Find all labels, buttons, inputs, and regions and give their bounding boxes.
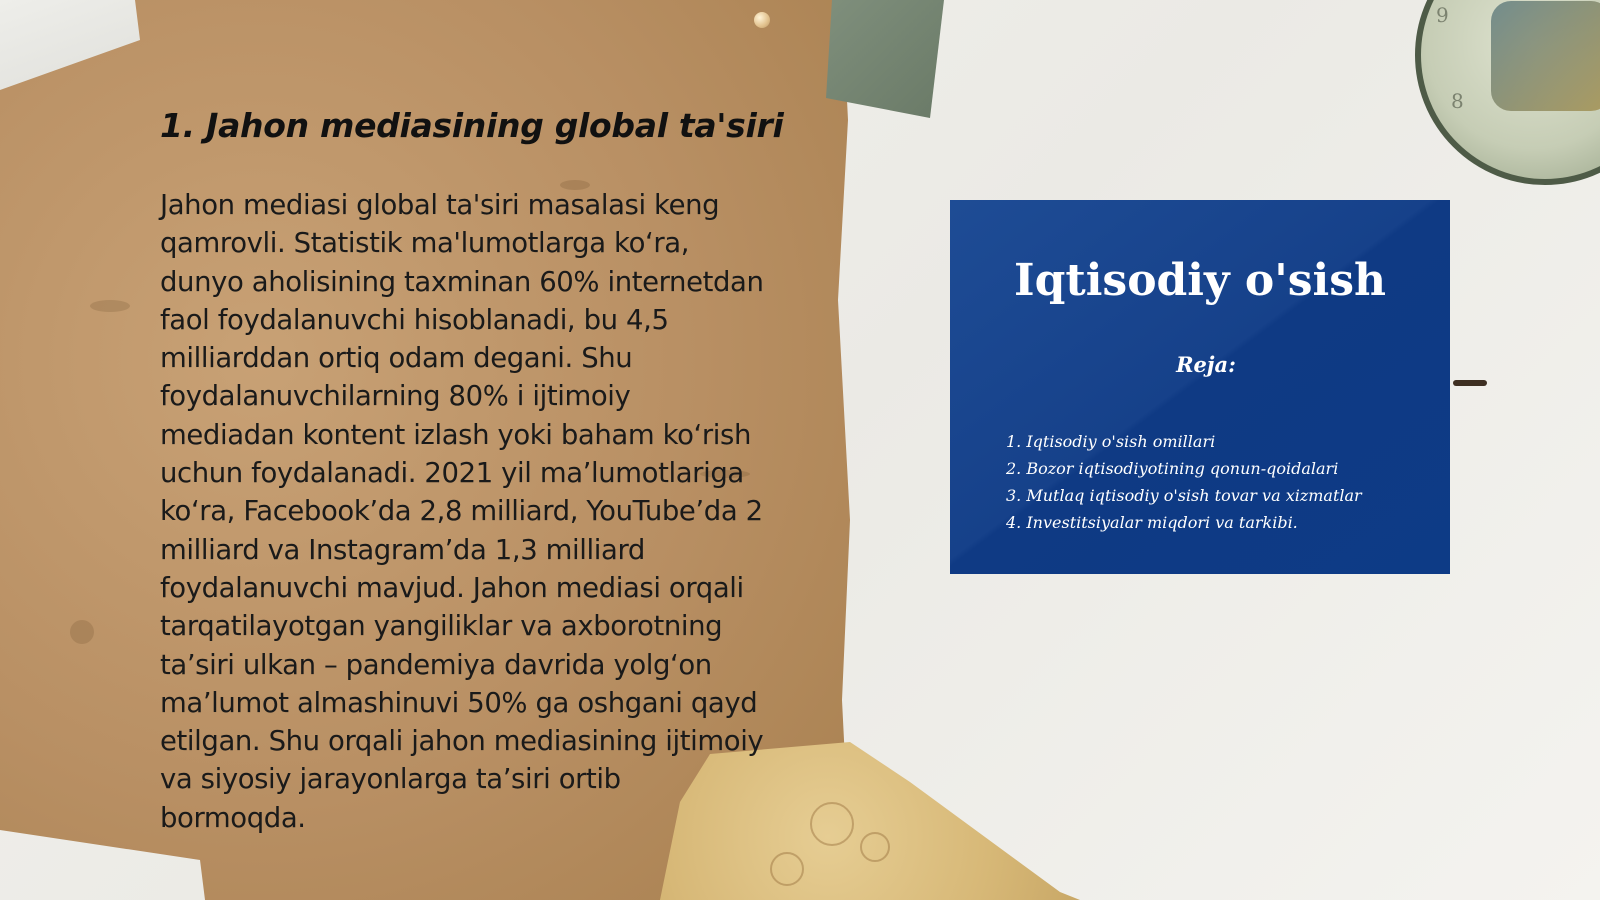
body-paragraph: Jahon mediasi global ta'siri masalasi keng qamrovli. Statistik ma'lumotlarga ko‘ra, dunyo aholisining taxminan 60% internetdan faol foydalanuvchi hisoblanadi, bu 4,5 milliarddan ortiq odam degani. Shu foydalanuvchilarning 80% i ijtimoiy mediadan kontent izlash yoki baham ko‘rish uchun foydalanadi. 2021 yil ma’lumotlariga ko‘ra, Facebook’da 2,8 milliard, YouTube’da 2 milliard va Instagram’da 1,3 milliard foydalanuvchi mavjud. Jahon mediasi orqali tarqatilayotgan yangiliklar va axborotning ta’siri ulkan – pandemiya davrida yolg‘on ma’lumot almashinuvi 50% ga oshgani qayd etilgan. Shu orqali jahon mediasining ijtimoiy va siyosiy jarayonlarga ta’siri ortib bormoqda. (160, 189, 764, 834)
slide-plan-list (1006, 428, 1362, 536)
ornament-swirl (770, 852, 804, 886)
section-heading: 1. Jahon mediasining global ta'siri (160, 106, 784, 145)
slide-title: Iqtisodiy o'sish (1014, 255, 1386, 306)
ink-dash (1453, 380, 1487, 386)
slide-plan-item: 3. Mutlaq iqtisodiy o'sish tovar va xizmatlar (1006, 486, 1362, 505)
slide-subtitle: Reja: (1176, 352, 1236, 377)
ornament-swirl (860, 832, 890, 862)
paper-texture-fleck (90, 300, 130, 312)
slide-plan-item: 1. Iqtisodiy o'sish omillari (1006, 432, 1216, 451)
paper-texture-fleck (70, 620, 94, 644)
slide-plan-item: 2. Bozor iqtisodiyotining qonun-qoidalari (1006, 459, 1339, 478)
clock-numeral: 8 (1451, 89, 1464, 113)
clock-numeral: 9 (1436, 3, 1449, 27)
pushpin-icon (754, 12, 770, 28)
slide-plan-item: 4. Investitsiyalar miqdori va tarkibi. (1006, 513, 1298, 532)
green-tape (826, 0, 944, 118)
clock-illustration (1491, 1, 1600, 111)
embedded-slide-image (950, 200, 1450, 574)
